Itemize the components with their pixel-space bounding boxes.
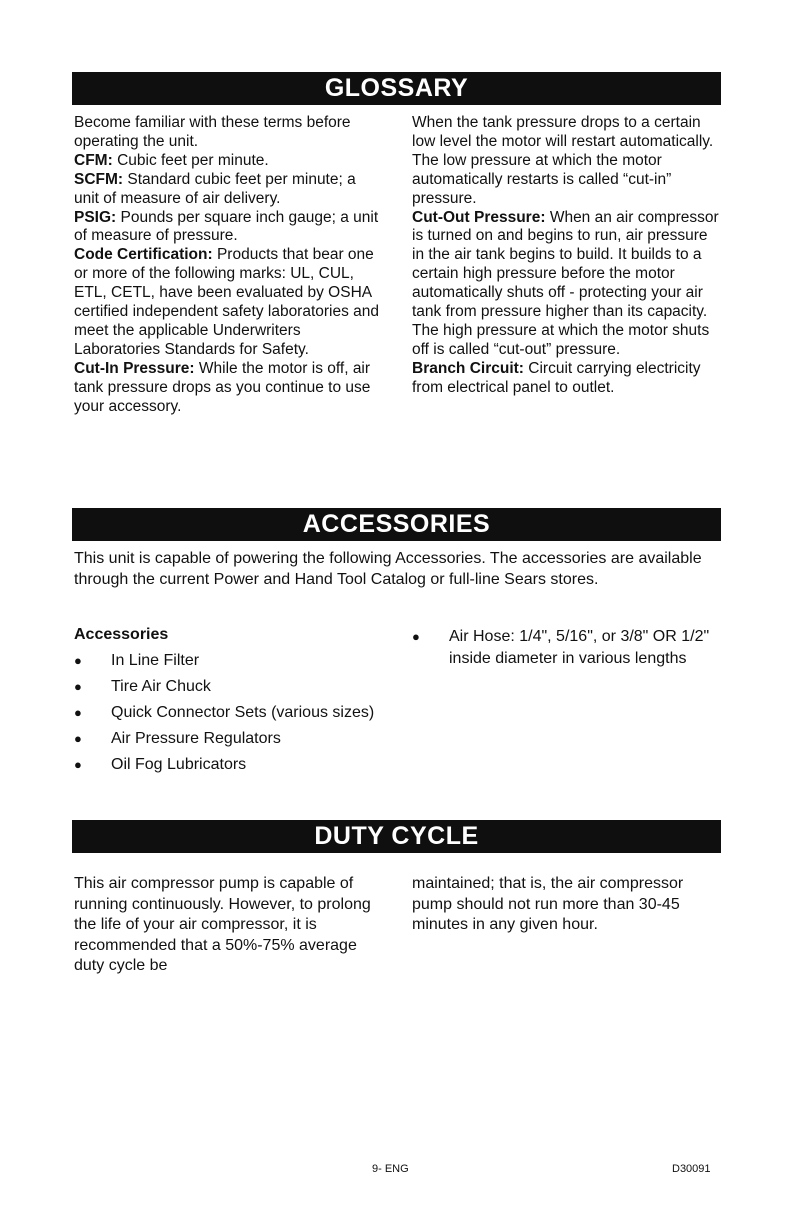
glossary-entry-code-certification bbox=[74, 246, 384, 359]
list-item: ● Oil Fog Lubricators bbox=[74, 754, 384, 776]
bullet-icon: ● bbox=[412, 629, 420, 644]
glossary-entry-cfm bbox=[74, 152, 384, 171]
list-item: ● Air Pressure Regulators bbox=[74, 728, 384, 750]
glossary-right-column bbox=[412, 114, 722, 398]
duty-cycle-left-text: This air compressor pump is capable of running continuously. However, to prolong the life of your air compressor, it is recommended that a 50%-75% average duty cycle be bbox=[74, 875, 371, 974]
glossary-term: CFM: bbox=[74, 151, 113, 169]
page-number: 9- ENG bbox=[372, 1163, 409, 1175]
bullet-icon: ● bbox=[74, 679, 82, 694]
glossary-entry-cut-out-pressure bbox=[412, 209, 722, 360]
bullet-icon: ● bbox=[74, 757, 82, 772]
glossary-definition: Pounds per square inch gauge; a unit of measure of pressure. bbox=[74, 208, 379, 245]
glossary-term: Code Certification: bbox=[74, 246, 213, 264]
list-item: ● Tire Air Chuck bbox=[74, 676, 384, 698]
glossary-left-column bbox=[74, 114, 384, 417]
list-item: ● Air Hose: 1/4", 5/16", or 3/8" OR 1/2" inside diameter in various lengths bbox=[412, 628, 710, 667]
duty-cycle-right-text: maintained; that is, the air compressor pump should not run more than 30-45 minutes in any given hour. bbox=[412, 875, 684, 933]
glossary-banner bbox=[72, 72, 721, 105]
glossary-definition: Products that bear one or more of the following marks: UL, CUL, ETL, CETL, have been evaluated by OSHA certified independent safety laboratories and meet the applicable Underwriters Laboratories Standards for Safety. bbox=[74, 246, 380, 358]
glossary-term: Cut-In Pressure: bbox=[74, 359, 195, 377]
glossary-term: PSIG: bbox=[74, 208, 117, 226]
glossary-definition: Circuit carrying electricity from electrical panel to outlet. bbox=[412, 359, 701, 396]
accessories-banner bbox=[72, 508, 721, 541]
glossary-entry-cut-in-pressure bbox=[74, 360, 384, 417]
bullet-icon: ● bbox=[74, 705, 82, 720]
accessories-right-list bbox=[412, 626, 724, 674]
glossary-definition: While the motor is off, air tank pressure drops as you continue to use your accessory. bbox=[74, 359, 371, 415]
list-item: ● Quick Connector Sets (various sizes) bbox=[74, 702, 384, 724]
glossary-intro: Become familiar with these terms before operating the unit. bbox=[74, 114, 351, 150]
duty-cycle-banner bbox=[72, 820, 721, 853]
glossary-continuation: When the tank pressure drops to a certain low level the motor will restart automatically. The low pressure at which the motor automatically restarts is called “cut-in” pressure. bbox=[412, 114, 714, 207]
glossary-term: Cut-Out Pressure: bbox=[412, 208, 546, 226]
glossary-entry-branch-circuit bbox=[412, 360, 722, 398]
document-code: D30091 bbox=[672, 1163, 711, 1175]
glossary-entry-scfm bbox=[74, 171, 384, 209]
duty-cycle-title: DUTY CYCLE bbox=[314, 822, 479, 850]
glossary-title: GLOSSARY bbox=[324, 74, 469, 102]
glossary-term: Branch Circuit: bbox=[412, 359, 524, 377]
accessories-list-heading: Accessories bbox=[74, 626, 169, 643]
bullet-icon: ● bbox=[74, 731, 82, 746]
glossary-definition: Standard cubic feet per minute; a unit of measure of air delivery. bbox=[74, 170, 356, 207]
accessories-intro: This unit is capable of powering the following Accessories. The accessories are available through the current Power and Hand Tool Catalog or full-line Sears stores. bbox=[74, 550, 702, 588]
list-item: ● In Line Filter bbox=[74, 650, 384, 672]
glossary-entry-psig bbox=[74, 209, 384, 247]
accessories-left-list bbox=[74, 626, 384, 780]
glossary-definition: When an air compressor is turned on and begins to run, air pressure in the air tank begins to build. It builds to a certain high pressure before the motor automatically shuts off - protecting your air tank from pressure higher than its capacity. The high pressure at which the motor shuts off is called “cut-out” pressure. bbox=[412, 208, 719, 358]
bullet-icon: ● bbox=[74, 653, 82, 668]
glossary-definition: Cubic feet per minute. bbox=[117, 151, 269, 169]
glossary-term: SCFM: bbox=[74, 170, 124, 188]
accessories-title: ACCESSORIES bbox=[302, 510, 491, 538]
